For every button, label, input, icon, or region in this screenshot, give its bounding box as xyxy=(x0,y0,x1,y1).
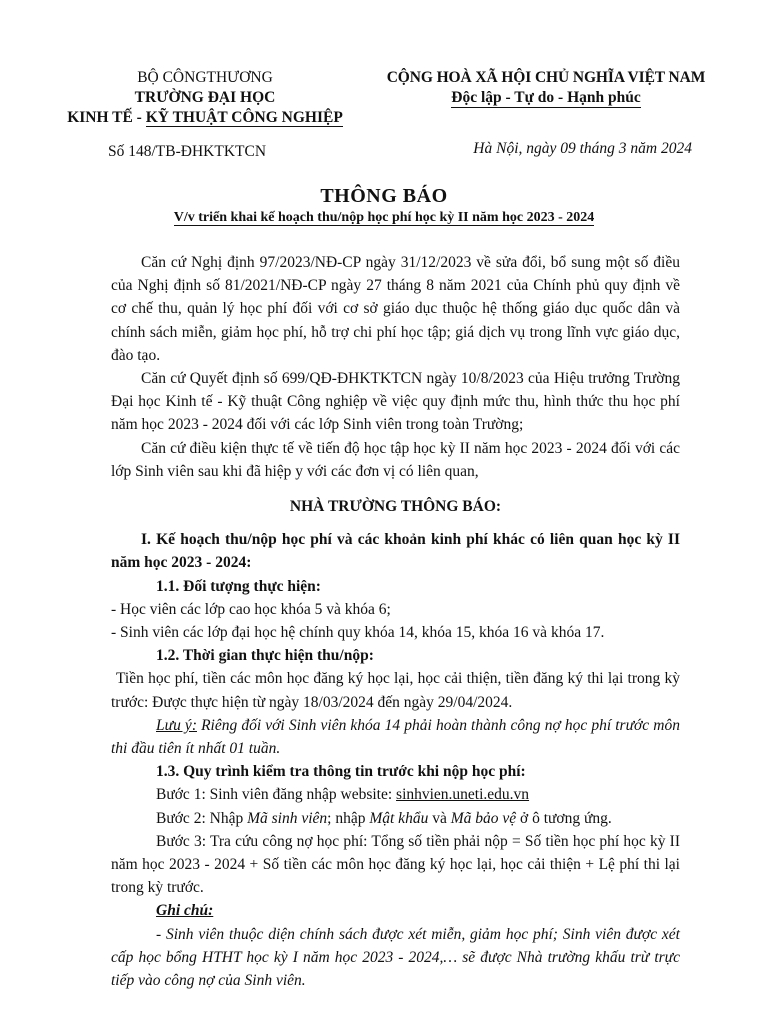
step-2-password: Mật khẩu xyxy=(369,809,429,827)
step-3: Bước 3: Tra cứu công nợ học phí: Tổng số tiền phải nộp = Số tiền học phí học kỳ II năm học 2023 - 2024 + Số tiền các môn học đăng ký học lại, học cải thiện + Lệ phí thi lại trong kỳ trước. xyxy=(111,832,680,897)
document-subtitle xyxy=(0,210,768,226)
ministry-name: BỘ CÔNGTHƯƠNG xyxy=(137,69,273,86)
step-2-text-e: và xyxy=(428,809,451,827)
target-item-1: - Học viên các lớp cao học khóa 5 và khóa 6; xyxy=(111,600,391,618)
step-2 xyxy=(111,807,680,830)
payment-note xyxy=(111,714,680,760)
payment-note-text: Riêng đối với Sinh viên khóa 14 phải hoàn thành công nợ học phí trước môn thi đầu tiên ít nhất 01 tuần. xyxy=(111,716,680,758)
basis-paragraph-3: Căn cứ điều kiện thực tế về tiến độ học tập học kỳ II năm học 2023 - 2024 đối với các lớp Sinh viên sau khi đã hiệp y với các đơn vị có liên quan, xyxy=(111,439,680,480)
national-header xyxy=(368,68,724,108)
student-portal-link[interactable]: sinhvien.uneti.edu.vn xyxy=(396,786,530,804)
issue-date: Hà Nội, ngày 09 tháng 3 năm 2024 xyxy=(473,140,692,157)
basis-paragraph-1: Căn cứ Nghị định 97/2023/NĐ-CP ngày 31/12/2023 về sửa đổi, bổ sung một số điều của Nghị định số 81/2021/NĐ-CP ngày 27 tháng 8 năm 2021 của Chính phủ quy định về cơ chế thu, quản lý học phí đối với cơ sở giáo dục thuộc hệ thống giáo dục quốc dân và chính sách miễn, giảm học phí, hỗ trợ chi phí học tập; giá dịch vụ trong lĩnh vực giáo dục, đào tạo. xyxy=(111,254,680,364)
section-1-heading: I. Kế hoạch thu/nộp học phí và các khoản kinh phí khác có liên quan học kỳ II năm học 2023 - 2024: xyxy=(111,531,680,572)
step-2-text-c: ; nhập xyxy=(327,809,370,827)
document-number: Số 148/TB-ĐHKTKTCN xyxy=(108,143,267,160)
step-2-captcha: Mã bảo vệ xyxy=(450,809,517,827)
note-text: - Sinh viên thuộc diện chính sách được xét miễn, giảm học phí; Sinh viên được xét cấp học bổng HTHT học kỳ I năm học 2023 - 2024,… sẽ được Nhà trường khấu trừ trực tiếp vào công nợ của Sinh viên. xyxy=(111,925,680,990)
school-name-line1: TRƯỜNG ĐẠI HỌC xyxy=(134,89,276,106)
national-motto-text: Độc lập - Tự do - Hạnh phúc xyxy=(451,89,641,106)
section-1-3-heading: 1.3. Quy trình kiểm tra thông tin trước khi nộp học phí: xyxy=(156,763,526,781)
document-subtitle-text: V/v triển khai kế hoạch thu/nộp học phí học kỳ II năm học 2023 - 2024 xyxy=(173,210,595,225)
note-heading: Ghi chú: xyxy=(156,902,214,920)
payment-period-text: Tiền học phí, tiền các môn học đăng ký học lại, học cải thiện, tiền đăng ký thi lại trong kỳ trước: Được thực hiện từ ngày 18/03/2024 đến ngày 29/04/2024. xyxy=(111,670,680,711)
national-motto xyxy=(368,88,724,108)
document-title: THÔNG BÁO xyxy=(320,185,448,207)
document-body xyxy=(111,251,680,992)
target-item-2: - Sinh viên các lớp đại học hệ chính quy khóa 14, khóa 15, khóa 16 và khóa 17. xyxy=(111,624,605,642)
school-name-line2 xyxy=(40,108,370,128)
step-1 xyxy=(111,783,680,806)
section-1-1-heading: 1.1. Đối tượng thực hiện: xyxy=(156,577,321,595)
step-2-text-g: ở ô tương ứng. xyxy=(516,809,612,827)
school-name-line2-prefix: KINH TẾ - xyxy=(67,109,146,126)
announce-heading: NHÀ TRƯỜNG THÔNG BÁO: xyxy=(289,498,502,516)
step-1-text: Bước 1: Sinh viên đăng nhập website: xyxy=(156,786,397,804)
payment-note-label: Lưu ý: xyxy=(156,716,197,734)
section-1-2-heading: 1.2. Thời gian thực hiện thu/nộp: xyxy=(156,647,374,665)
nation-name: CỘNG HOÀ XÃ HỘI CHỦ NGHĨA VIỆT NAM xyxy=(386,69,706,86)
issuer-header xyxy=(40,68,370,128)
step-2-text-a: Bước 2: Nhập xyxy=(156,809,248,827)
basis-paragraph-2: Căn cứ Quyết định số 699/QĐ-ĐHKTKTCN ngày 10/8/2023 của Hiệu trưởng Trường Đại học Kinh tế - Kỹ thuật Công nghiệp về việc quy định mức thu, hình thức thu học phí năm học 2023 - 2024 đối với các lớp Sinh viên trong toàn Trường; xyxy=(111,370,680,434)
step-2-student-id: Mã sinh viên xyxy=(247,809,328,827)
school-name-line2-underlined: KỸ THUẬT CÔNG NGHIỆP xyxy=(145,109,343,126)
